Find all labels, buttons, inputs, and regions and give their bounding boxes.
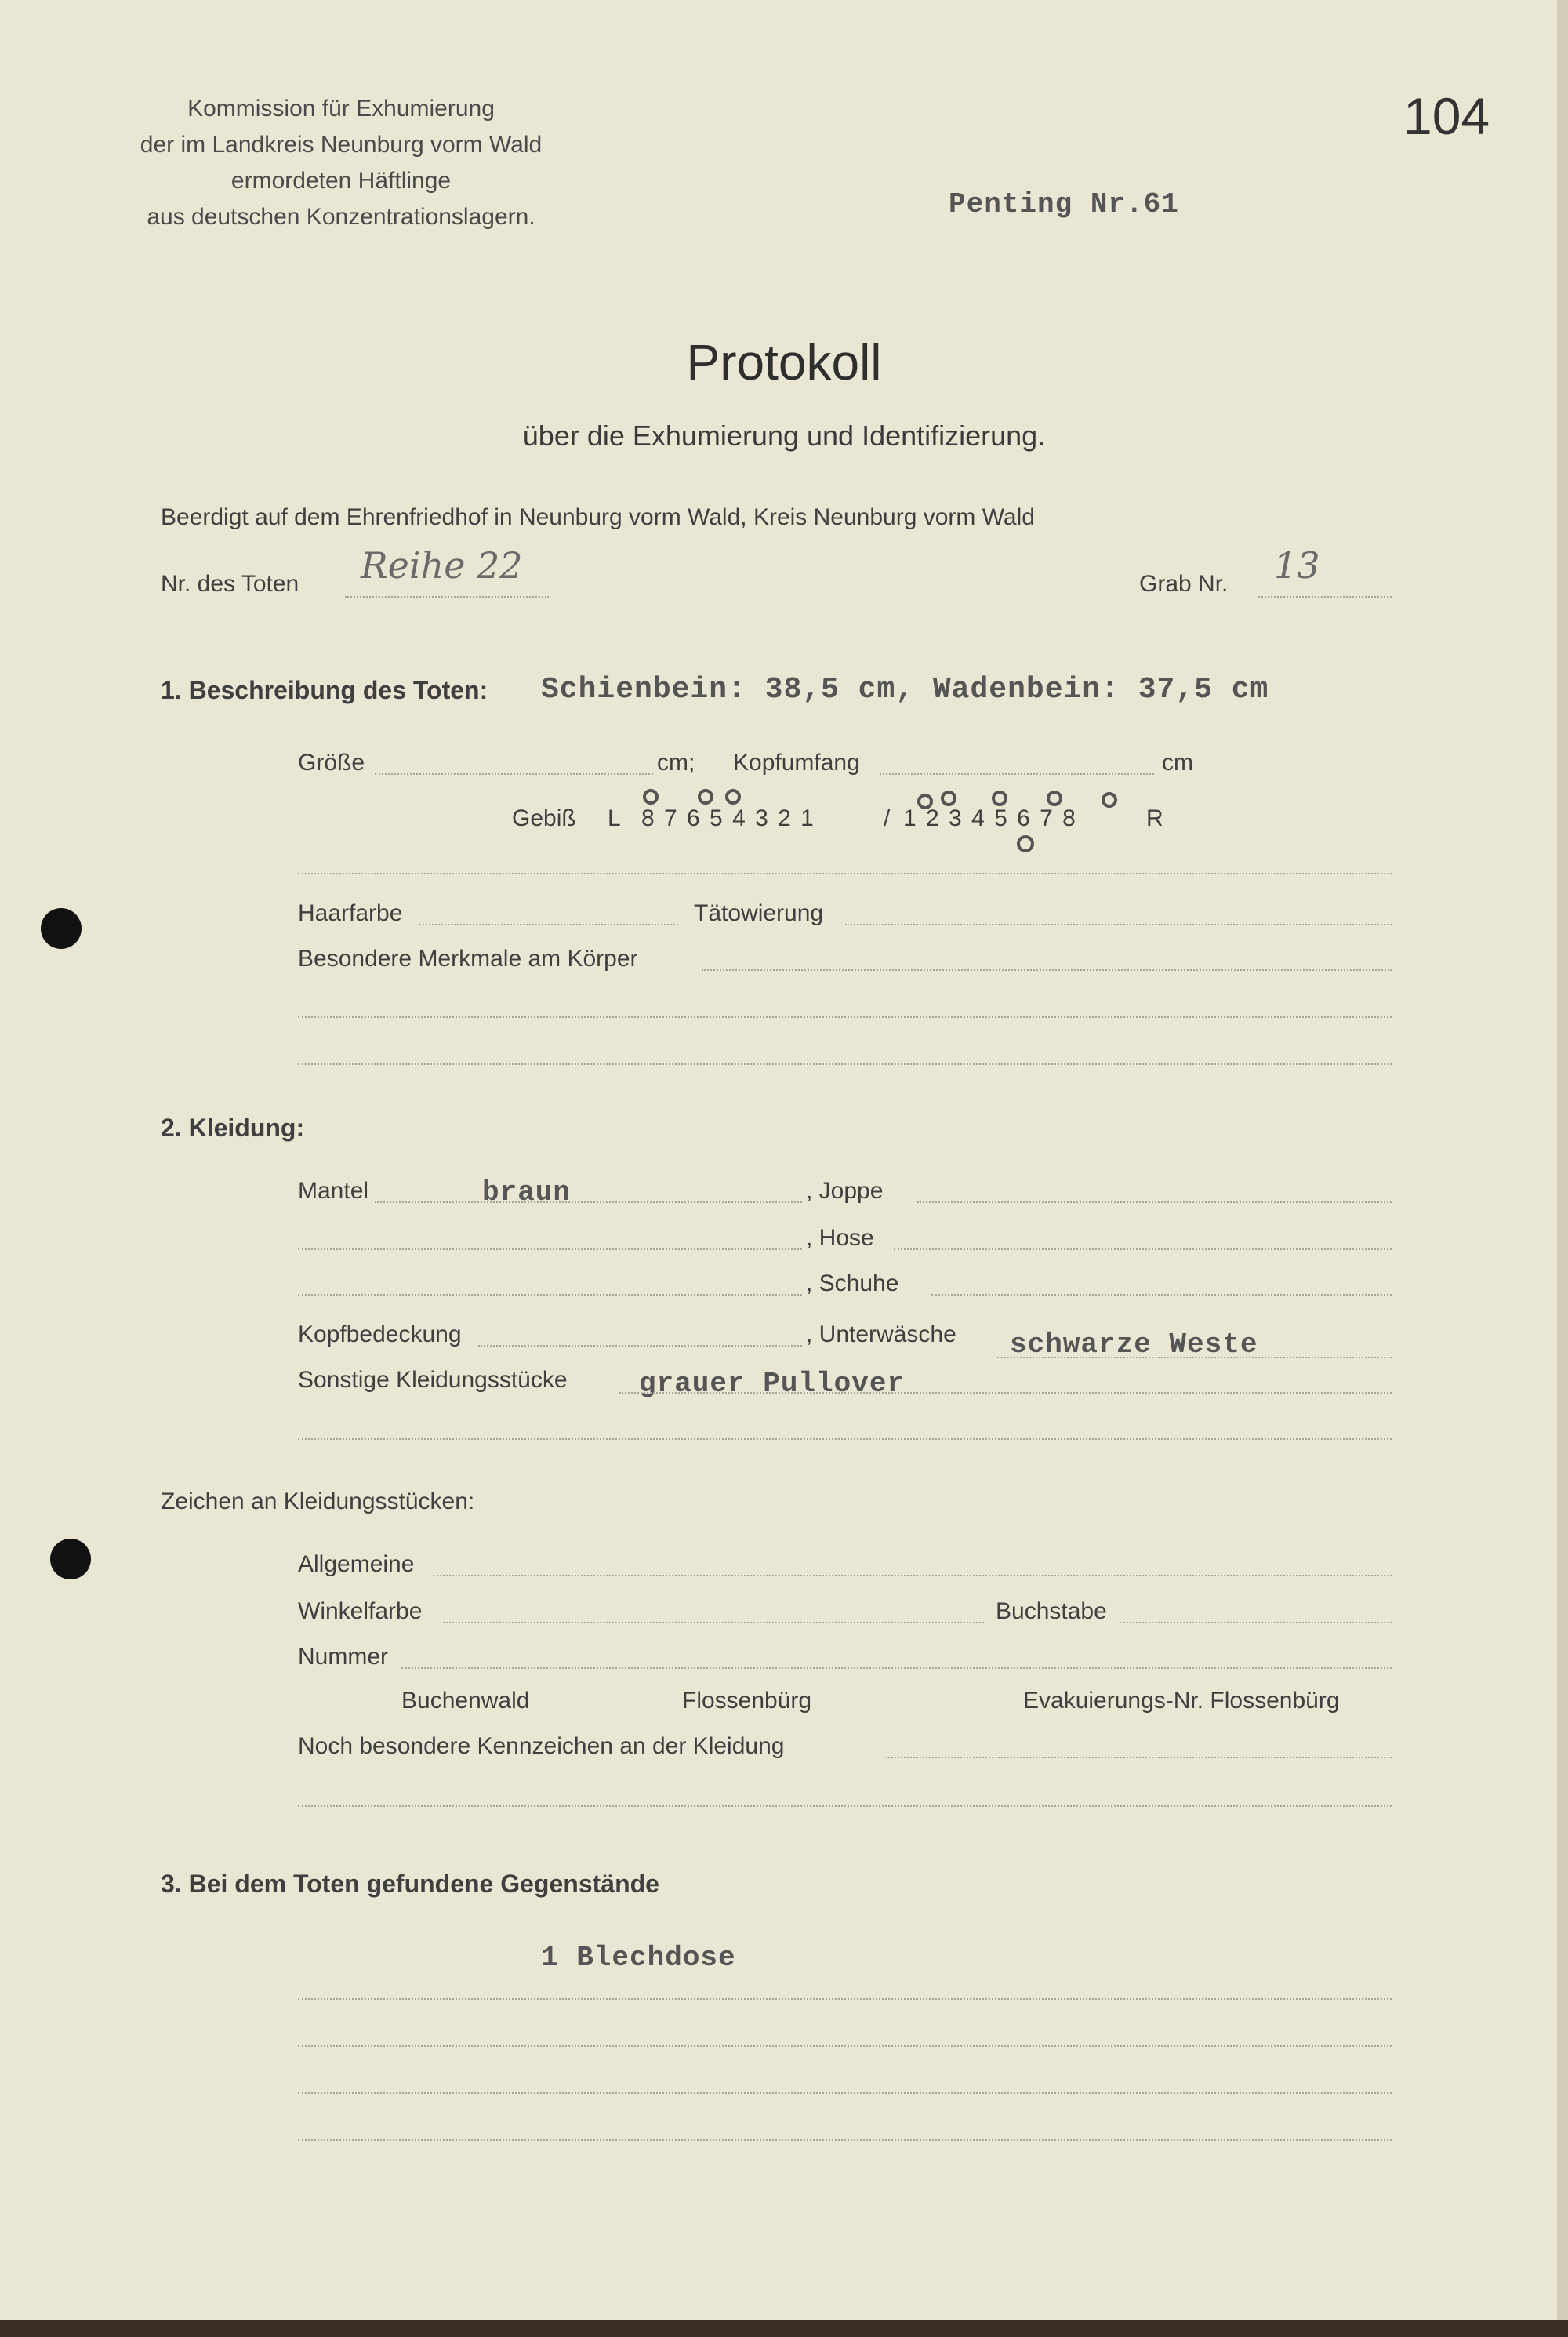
mantel-line	[375, 1201, 802, 1203]
head-circumference-label: Kopfumfang	[733, 750, 860, 776]
schuhe-label: , Schuhe	[806, 1270, 899, 1296]
body-marks-line-2	[298, 1016, 1392, 1018]
evacuation-number-label: Evakuierungs-Nr. Flossenbürg	[1023, 1688, 1340, 1714]
teeth-right-marker: R	[1146, 805, 1163, 831]
general-line	[433, 1575, 1392, 1576]
other-clothing-line-2	[298, 1438, 1392, 1440]
underwear-line	[997, 1357, 1392, 1358]
head-circumference-unit: cm	[1162, 750, 1193, 776]
tooth-mark	[919, 795, 931, 808]
tooth-mark	[727, 791, 739, 803]
tooth-mark	[1103, 794, 1116, 806]
other-clothing-line	[619, 1392, 1392, 1394]
tooth-mark	[644, 791, 657, 803]
section1-heading: 1. Beschreibung des Toten:	[161, 676, 488, 704]
tooth-mark	[1048, 792, 1061, 805]
number-line	[401, 1667, 1392, 1669]
teeth-marks	[635, 787, 1184, 858]
headwear-label: Kopfbedeckung	[298, 1321, 462, 1347]
size-line	[375, 773, 653, 775]
teeth-line	[298, 873, 1392, 874]
dead-number-value: Reihe 22	[361, 544, 523, 587]
teeth-upper-left: 8 7 6 5 4 3 2 1	[641, 805, 815, 831]
special-marks-line	[886, 1757, 1392, 1758]
body-marks-label: Besondere Merkmale am Körper	[298, 946, 638, 972]
general-label: Allgemeine	[298, 1551, 415, 1577]
schuhe-line	[931, 1294, 1392, 1296]
section1-typed-description: Schienbein: 38,5 cm, Wadenbein: 37,5 cm	[541, 673, 1269, 707]
tooth-mark	[993, 792, 1006, 805]
section2-heading: 2. Kleidung:	[161, 1114, 305, 1142]
buchenwald-label: Buchenwald	[401, 1688, 530, 1714]
triangle-color-label: Winkelfarbe	[298, 1598, 423, 1624]
grave-number-value: 13	[1274, 544, 1320, 587]
commission-line-4: aus deutschen Konzentrationslagern.	[147, 204, 535, 230]
page-subtitle: über die Exhumierung und Identifizierung.	[522, 420, 1046, 452]
commission-header	[140, 91, 543, 235]
flossenbuerg-label: Flossenbürg	[682, 1688, 812, 1714]
body-marks-line-3	[298, 1063, 1392, 1065]
punch-hole-bottom	[50, 1539, 91, 1579]
buried-line: Beerdigt auf dem Ehrenfriedhof in Neunburg vorm Wald, Kreis Neunburg vorm Wald	[161, 504, 1035, 530]
hair-color-label: Haarfarbe	[298, 900, 403, 926]
head-circumference-line	[880, 773, 1154, 775]
letter-label: Buchstabe	[996, 1598, 1107, 1624]
teeth-separator: /	[884, 805, 891, 831]
dead-number-label: Nr. des Toten	[161, 571, 299, 597]
joppe-line	[917, 1201, 1392, 1203]
triangle-color-line	[443, 1622, 984, 1623]
grave-number-line	[1258, 596, 1392, 598]
teeth-left-marker: L	[608, 805, 621, 831]
found-items-line-1	[298, 1998, 1392, 2000]
reference-stamp: Penting Nr.61	[949, 188, 1179, 220]
underwear-value: schwarze Weste	[1010, 1328, 1258, 1361]
scan-bottom-border	[0, 2320, 1568, 2337]
mantel-value: braun	[482, 1176, 572, 1208]
commission-line-2: der im Landkreis Neunburg vorm Wald	[140, 132, 543, 158]
teeth-upper-right: 1 2 3 4 5 6 7 8	[903, 805, 1077, 831]
clothing-marks-heading: Zeichen an Kleidungsstücken:	[161, 1488, 475, 1514]
number-label: Nummer	[298, 1644, 389, 1670]
commission-line-1: Kommission für Exhumierung	[187, 96, 495, 122]
page-number: 104	[1403, 87, 1490, 145]
found-items-line-4	[298, 2139, 1392, 2141]
hair-color-line	[419, 924, 678, 925]
tattoo-line	[845, 924, 1392, 925]
found-items-line-2	[298, 2045, 1392, 2047]
size-label: Größe	[298, 750, 365, 776]
tooth-mark	[699, 791, 712, 803]
section3-heading: 3. Bei dem Toten gefundene Gegenstände	[161, 1870, 659, 1898]
found-item-1: 1 Blechdose	[541, 1942, 736, 1974]
hose-prefix-line	[298, 1248, 802, 1250]
body-marks-line	[702, 969, 1392, 971]
other-clothing-value: grauer Pullover	[639, 1368, 906, 1400]
teeth-label: Gebiß	[512, 805, 576, 831]
underwear-label: , Unterwäsche	[806, 1321, 956, 1347]
tooth-mark	[1018, 837, 1033, 851]
hose-label: , Hose	[806, 1225, 874, 1251]
headwear-line	[478, 1345, 802, 1347]
dead-number-line	[345, 596, 549, 598]
hose-line	[894, 1248, 1392, 1250]
special-marks-line-2	[298, 1805, 1392, 1807]
commission-line-3: ermordeten Häftlinge	[230, 168, 452, 194]
mantel-label: Mantel	[298, 1178, 369, 1204]
special-marks-label: Noch besondere Kennzeichen an der Kleidung	[298, 1733, 785, 1759]
grave-number-label: Grab Nr.	[1139, 571, 1229, 597]
letter-line	[1120, 1622, 1392, 1623]
found-items-line-3	[298, 2092, 1392, 2094]
punch-hole-top	[41, 908, 82, 949]
tooth-mark	[942, 792, 955, 805]
schuhe-prefix-line	[298, 1294, 802, 1296]
tattoo-label: Tätowierung	[694, 900, 824, 926]
page-title: Protokoll	[686, 334, 882, 391]
size-unit: cm;	[657, 750, 695, 776]
joppe-label: , Joppe	[806, 1178, 884, 1204]
other-clothing-label: Sonstige Kleidungsstücke	[298, 1367, 568, 1393]
